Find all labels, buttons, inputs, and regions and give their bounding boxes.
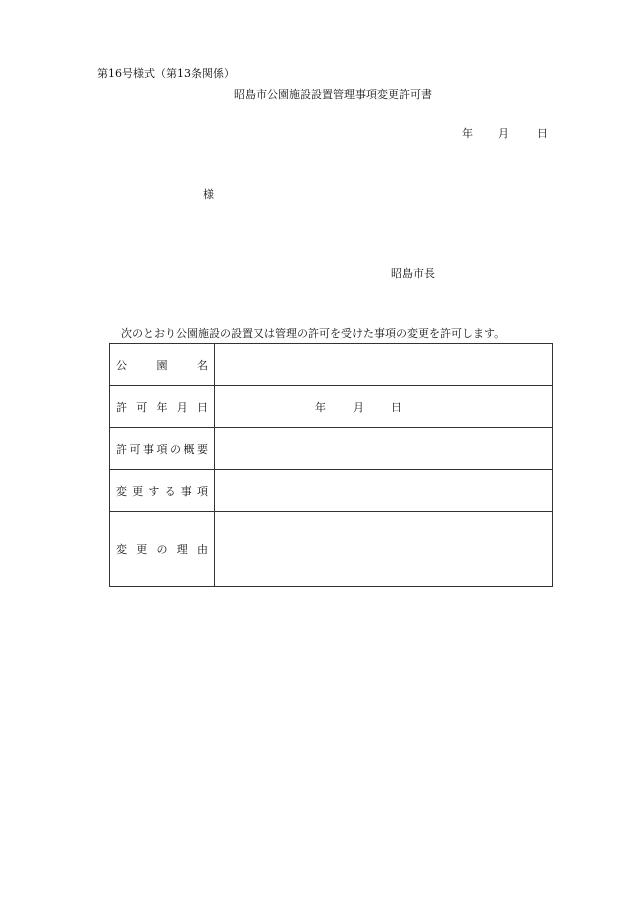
label-char: 可 — [136, 400, 148, 414]
row-label-permit-summary — [110, 428, 215, 470]
label-char: 園 — [156, 358, 168, 372]
row-label-change-reason — [110, 512, 215, 587]
table-row — [110, 512, 553, 587]
label-char: 月 — [176, 400, 188, 414]
date-year-label: 年 — [462, 127, 473, 140]
label-char: 概 — [183, 442, 195, 456]
label-char: 変 — [116, 484, 127, 498]
label-char: 事 — [180, 484, 192, 498]
label-char: 由 — [197, 543, 208, 556]
value-permit-summary[interactable] — [215, 428, 553, 470]
label-char: 許 — [116, 400, 127, 414]
label-char: 年 — [156, 400, 168, 414]
table-row — [110, 428, 553, 470]
label-char: 名 — [197, 358, 208, 372]
label-char: 公 — [116, 358, 127, 372]
label-char: 要 — [197, 442, 208, 456]
document-title: 昭島市公園施設設置管理事項変更許可書 — [234, 88, 432, 101]
date-day-label: 日 — [537, 127, 548, 140]
row-label-permit-date — [110, 386, 215, 428]
label-char: 許 — [116, 442, 127, 456]
permit-year-label: 年 — [315, 400, 326, 414]
value-permit-date[interactable] — [215, 386, 553, 428]
label-char: 変 — [116, 543, 127, 556]
addressee-suffix: 様 — [203, 188, 214, 201]
row-label-changed-items — [110, 470, 215, 512]
table-row — [110, 470, 553, 512]
value-change-reason[interactable] — [215, 512, 553, 587]
date-month-label: 月 — [498, 127, 509, 140]
value-changed-items[interactable] — [215, 470, 553, 512]
details-table — [109, 343, 553, 587]
permit-month-label: 月 — [353, 400, 364, 414]
row-label-park-name — [110, 344, 215, 386]
label-char: の — [156, 543, 168, 556]
label-char: 可 — [129, 442, 141, 456]
label-char: 更 — [136, 543, 148, 556]
label-char: 日 — [197, 400, 208, 414]
label-char: 項 — [196, 484, 208, 498]
intro-text: 次のとおり公園施設の設置又は管理の許可を受けた事項の変更を許可します。 — [121, 327, 506, 340]
label-char: る — [164, 484, 176, 498]
issuer-name: 昭島市長 — [391, 267, 435, 280]
value-park-name[interactable] — [215, 344, 553, 386]
permit-day-label: 日 — [391, 400, 402, 414]
label-char: 事 — [143, 442, 154, 456]
label-char: 理 — [176, 543, 188, 556]
label-char: す — [148, 484, 160, 498]
form-number: 第16号様式（第13条関係） — [97, 67, 235, 80]
table-row — [110, 386, 553, 428]
table-row — [110, 344, 553, 386]
label-char: の — [170, 442, 181, 456]
issue-date — [462, 128, 548, 139]
label-char: 項 — [156, 442, 168, 456]
label-char: 更 — [132, 484, 144, 498]
